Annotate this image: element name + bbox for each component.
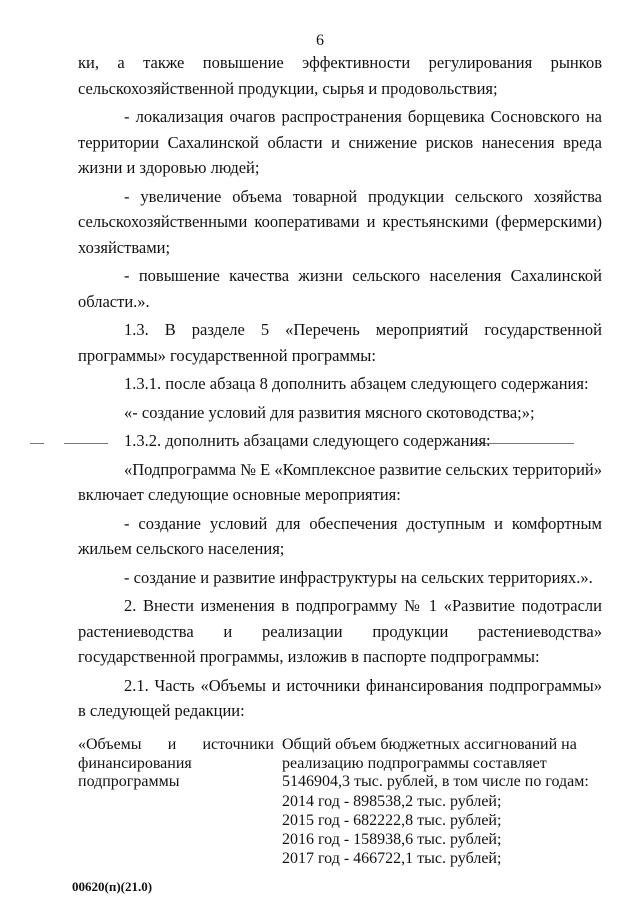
paragraph: 2.1. Часть «Объемы и источники финансирования подпрограммы» в следующей редакции: [78, 675, 602, 720]
paragraph: - увеличение объема товарной продукции сельского хозяйства сельскохозяйственными кооперативами и крестьянскими (фермерскими) хозяйствами; [78, 186, 602, 257]
paragraph: - создание и развитие инфраструктуры на сельских территориях.». [124, 567, 593, 587]
financing-table [78, 736, 608, 868]
financing-intro: Общий объем бюджетных ассигнований на реализацию подпрограммы составляет 5146904,3 тыс. рублей, в том числе по годам: [282, 736, 589, 790]
paragraph: 1.3.2. дополнить абзацами следующего содержания: [124, 431, 491, 450]
financing-content [274, 736, 608, 868]
year-row: 2014 год - 898538,2 тыс. рублей; [282, 792, 502, 810]
paragraph: 1.3. В разделе 5 «Перечень мероприятий государственной программы» государственной программы: [78, 320, 602, 365]
financing-years [282, 792, 608, 868]
paragraph: - создание условий для обеспечения доступным и комфортным жильем сельского населения; [78, 513, 602, 558]
document-body [78, 50, 602, 724]
paragraph: 1.3.1. после абзаца 8 дополнить абзацем следующего содержания: [124, 374, 589, 393]
paragraph: - повышение качества жизни сельского населения Сахалинской области.». [78, 266, 602, 311]
paragraph: «Подпрограмма № Е «Комплексное развитие сельских территорий» включает следующие основные мероприятия: [78, 459, 602, 504]
scan-artifact-line [30, 443, 44, 444]
paragraph: ки, а также повышение эффективности регулирования рынков сельскохозяйственной продукции, сырья и продовольствия; [78, 53, 602, 98]
year-row: 2017 год - 466722,1 тыс. рублей; [282, 849, 502, 867]
year-row: 2016 год - 158938,6 тыс. рублей; [282, 830, 502, 848]
financing-label: «Объемы и источники финансирования подпрограммы [78, 736, 274, 790]
paragraph: 2. Внести изменения в подпрограмму № 1 «Развитие подотрасли растениеводства и реализации продукции растениеводства» государственной программы, изложив в паспорте подпрограммы: [78, 596, 602, 666]
page-number: 6 [316, 32, 324, 49]
document-code: 00620(п)(21.0) [72, 879, 153, 894]
paragraph: «- создание условий для развития мясного скотоводства;»; [124, 402, 535, 422]
paragraph: - локализация очагов распространения борщевика Сосновского на территории Сахалинской области и снижение рисков нанесения вреда жизни и здоровью людей; [78, 107, 602, 177]
year-row: 2015 год - 682222,8 тыс. рублей; [282, 811, 502, 829]
